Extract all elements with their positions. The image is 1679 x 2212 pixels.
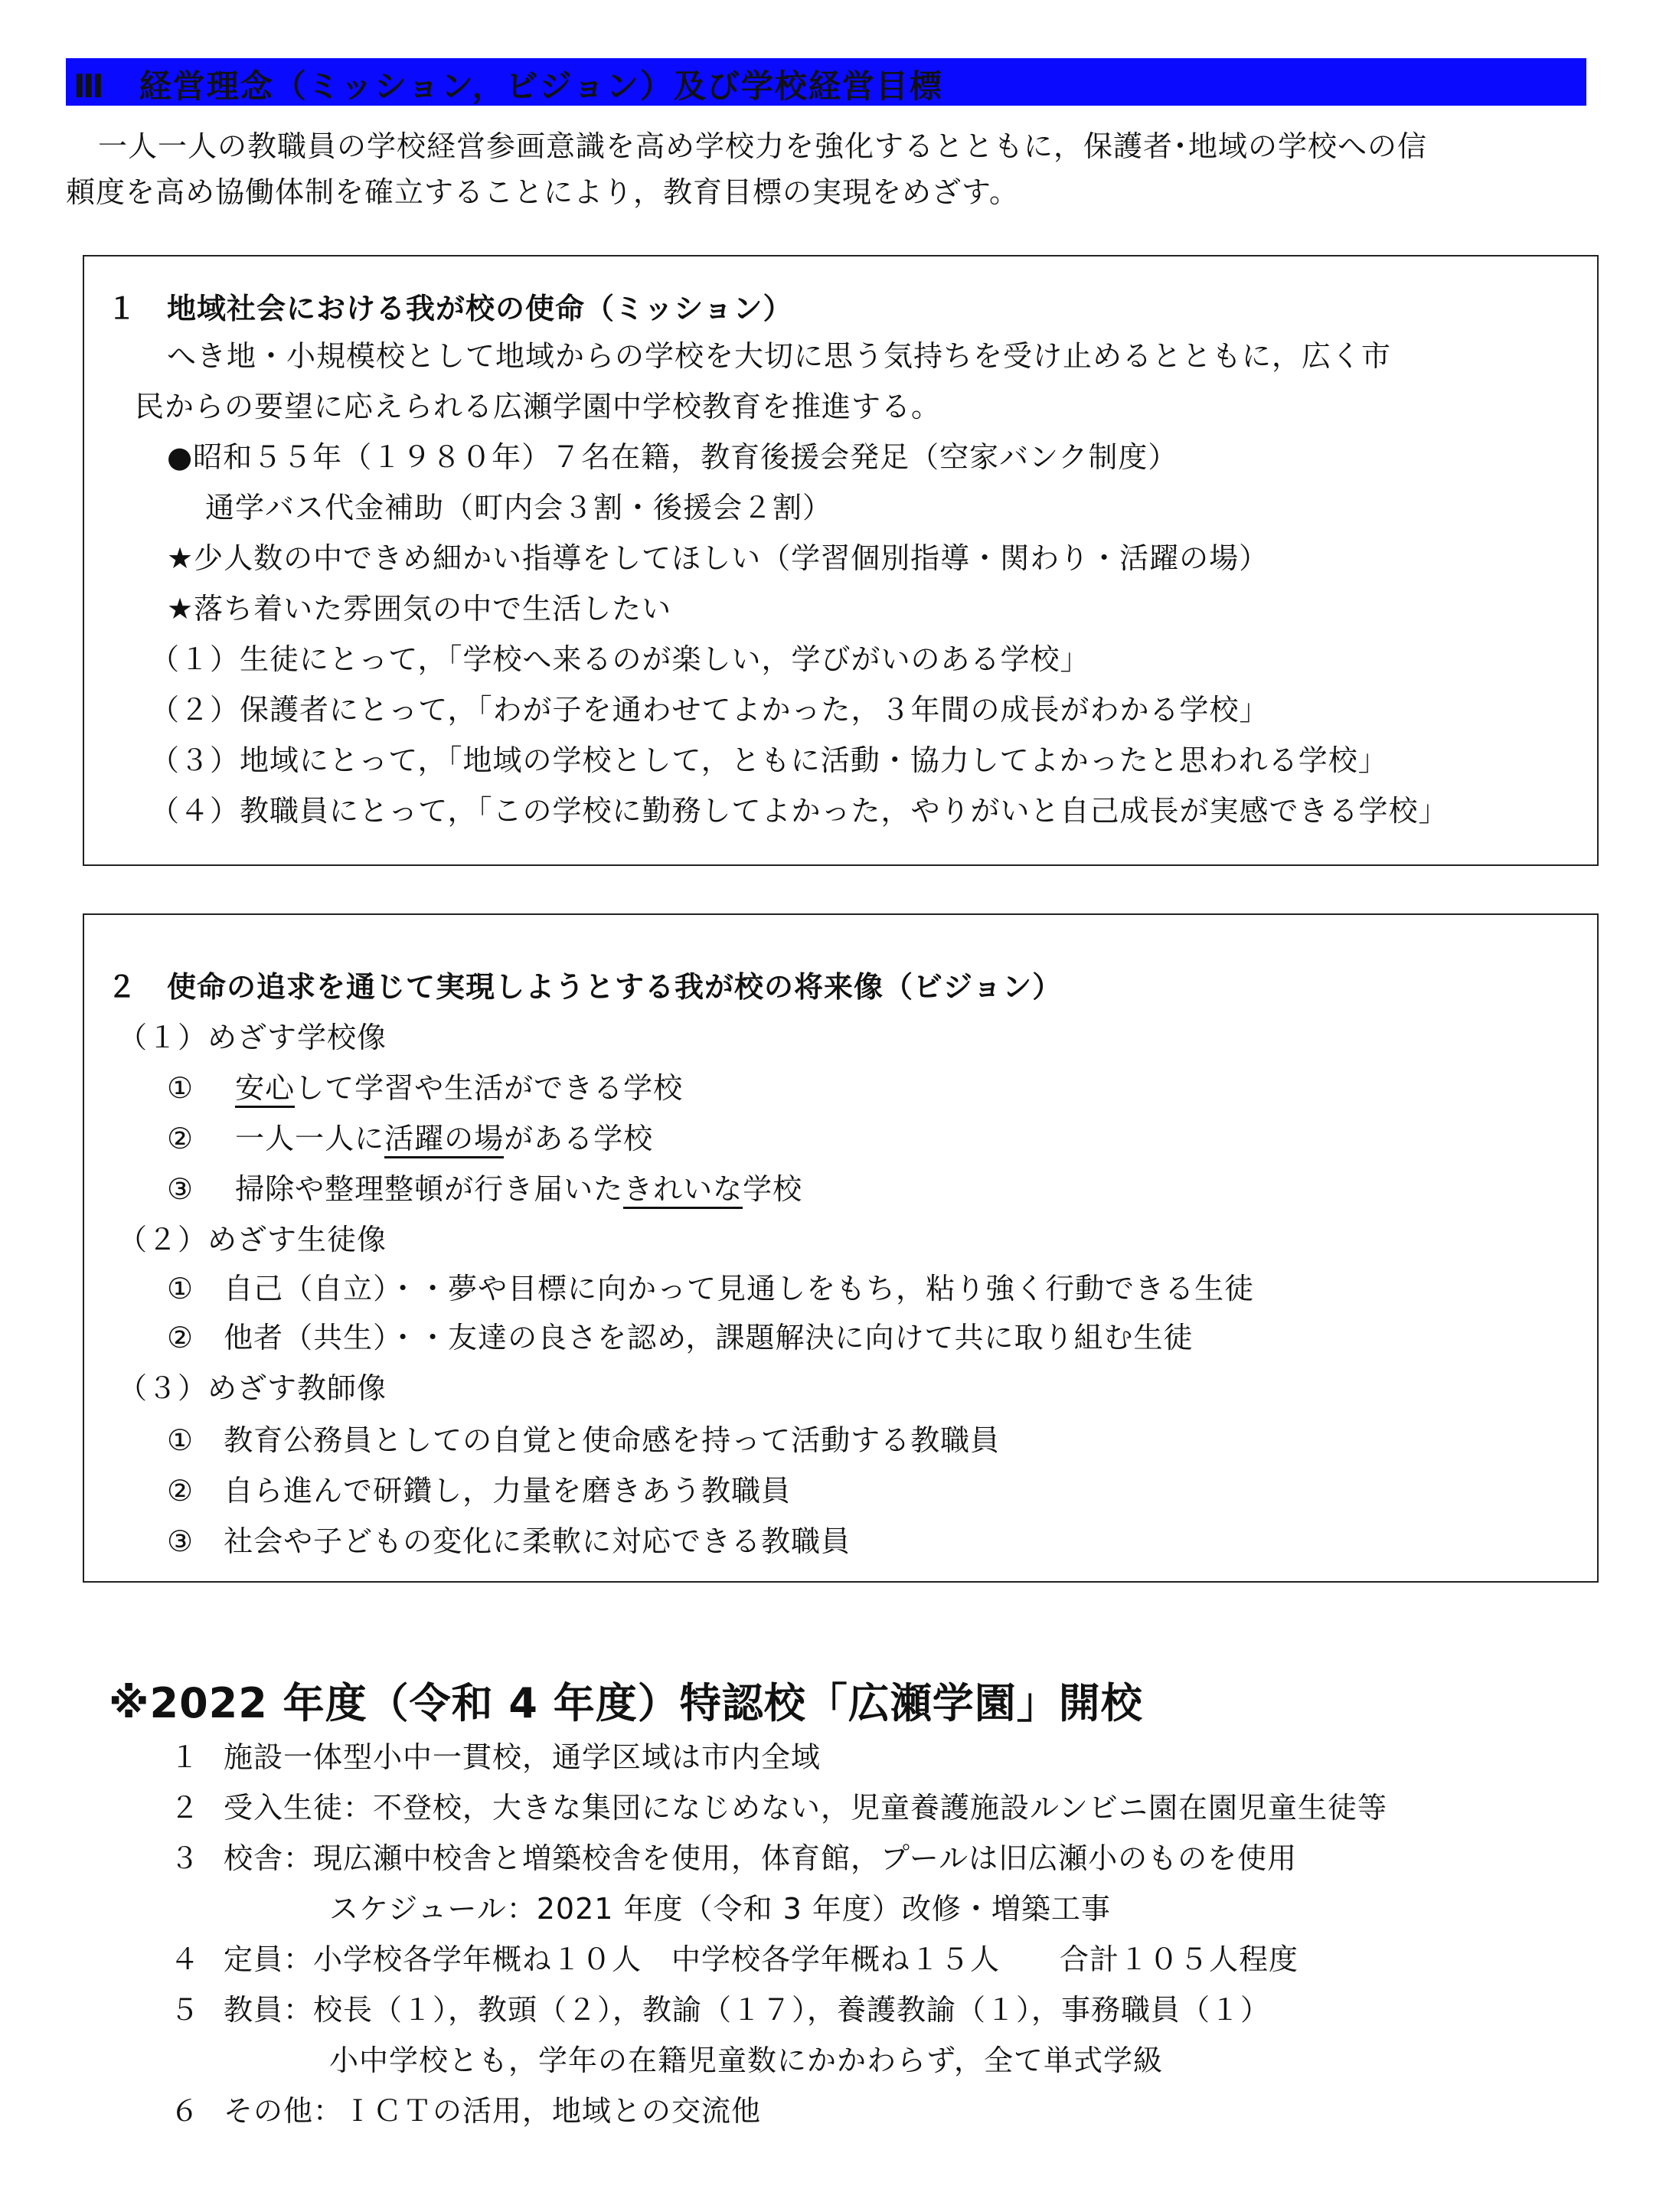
intro-line-2: 頼度を高め協働体制を確立することにより，教育目標の実現をめざす。 — [66, 175, 1019, 209]
notice-item-5 — [170, 1986, 1270, 2028]
vision-student-heading: （２）めざす生徒像 — [118, 1223, 387, 1256]
underlined-keyword: 活躍の場 — [384, 1122, 504, 1158]
notice-item-2 — [170, 1784, 1387, 1826]
vision-teacher-heading: （３）めざす教師像 — [118, 1371, 387, 1405]
notice-item-3 — [170, 1835, 1297, 1877]
item-text: して学習や生活ができる学校 — [295, 1071, 684, 1105]
item-text: 学校 — [743, 1172, 803, 1206]
mission-history-1: ●昭和５５年（１９８０年）７名在籍，教育後援会発足（空家バンク制度） — [167, 440, 1178, 474]
vision-school-item-3 — [167, 1165, 802, 1207]
item-number: ３ — [170, 1841, 201, 1875]
notice-item-1 — [170, 1733, 821, 1776]
vision-student-item-2: ② 他者（共生）・・友達の良さを認め，課題解決に向けて共に取り組む生徒 — [167, 1321, 1194, 1354]
item-text: 施設一体型小中一貫校，通学区域は市内全域 — [224, 1740, 822, 1774]
vision-school-item-1 — [167, 1064, 683, 1106]
item-number: ５ — [170, 1993, 201, 2027]
mission-item-4: （４）教職員にとって，「この学校に勤務してよかった，やりがいと自己成長が実感できる学校」 — [150, 794, 1449, 828]
intro-line-1: 一人一人の教職員の学校経営参画意識を高め学校力を強化するとともに，保護者･地域の学校への信 — [98, 129, 1428, 163]
item-number: １ — [170, 1740, 201, 1774]
notice-item-3-schedule — [329, 1885, 1111, 1927]
mission-item-1: （１）生徒にとって，「学校へ来るのが楽しい，学びがいのある学校」 — [150, 642, 1090, 676]
vision-teacher-item-2: ② 自ら進んで研鑽し，力量を磨きあう教職員 — [167, 1474, 792, 1508]
mission-body-line-1: へき地・小規模校として地域からの学校を大切に思う気持ちを受け止めるとともに，広く市 — [167, 339, 1392, 373]
vision-teacher-item-3: ③ 社会や子どもの変化に柔軟に対応できる教職員 — [167, 1524, 851, 1558]
item-text: 一人一人に — [235, 1122, 385, 1155]
vision-student-item-1: ① 自己（自立）・・夢や目標に向かって見通しをもち，粘り強く行動できる生徒 — [167, 1272, 1255, 1305]
item-number: ４ — [170, 1942, 201, 1976]
vision-school-item-2 — [167, 1115, 653, 1157]
mission-history-4: ★落ち着いた雰囲気の中で生活したい — [167, 592, 672, 626]
item-text: 教員：校長（１），教頭（２），教諭（１７），養護教諭（１），事務職員（１） — [224, 1993, 1271, 2027]
mission-heading: １ 地域社会における我が校の使命（ミッション） — [107, 292, 793, 325]
underlined-keyword: きれいな — [623, 1172, 743, 1209]
item-text: 定員：小学校各学年概ね１０人 中学校各学年概ね１５人 合計１０５人程度 — [224, 1942, 1299, 1976]
mission-item-3: （３）地域にとって，「地域の学校として，ともに活動・協力してよかったと思われる学校」 — [150, 743, 1388, 777]
item-text: その他：ＩＣＴの活用，地域との交流他 — [224, 2094, 762, 2128]
mission-history-3: ★少人数の中できめ細かい指導をしてほしい（学習個別指導・関わり・活躍の場） — [167, 541, 1269, 575]
item-text: 掃除や整理整頓が行き届いた — [235, 1172, 624, 1206]
item-text: 受入生徒：不登校，大きな集団になじめない，児童養護施設ルンビニ園在園児童生徒等 — [224, 1791, 1388, 1825]
item-text: スケジュール：2021 年度（令和 3 年度）改修・増築工事 — [329, 1892, 1111, 1926]
vision-school-heading: （１）めざす学校像 — [118, 1021, 387, 1054]
vision-heading: ２ 使命の追求を通じて実現しようとする我が校の将来像（ビジョン） — [107, 970, 1063, 1004]
item-number: ６ — [170, 2094, 201, 2128]
section-title: Ⅲ 経営理念（ミッション，ビジョン）及び学校経営目標 — [73, 67, 943, 105]
notice-item-5-note — [329, 2037, 1163, 2079]
item-number: ③ — [167, 1172, 194, 1206]
item-number: ２ — [170, 1791, 201, 1825]
item-number: ② — [167, 1122, 194, 1155]
item-text: 校舎：現広瀬中校舎と増築校舎を使用，体育館，プールは旧広瀬小のものを使用 — [224, 1841, 1298, 1875]
mission-item-2: （２）保護者にとって，「わが子を通わせてよかった，３年間の成長がわかる学校」 — [150, 693, 1269, 727]
item-text: がある学校 — [504, 1122, 654, 1155]
underlined-keyword: 安心 — [235, 1071, 295, 1108]
notice-title: ※2022 年度（令和 4 年度）特認校「広瀬学園」開校 — [109, 1679, 1143, 1727]
vision-teacher-item-1: ① 教育公務員としての自覚と使命感を持って活動する教職員 — [167, 1423, 1001, 1457]
mission-body-line-2: 民からの要望に応えられる広瀬学園中学校教育を推進する。 — [135, 390, 942, 423]
notice-item-6 — [170, 2087, 761, 2129]
mission-history-2: 通学バス代金補助（町内会３割・後援会２割） — [205, 491, 833, 524]
item-number: ① — [167, 1071, 194, 1105]
section-header-bar — [66, 58, 1586, 106]
notice-item-4 — [170, 1936, 1298, 1978]
item-text: 小中学校とも，学年の在籍児童数にかかわらず，全て単式学級 — [329, 2044, 1163, 2077]
